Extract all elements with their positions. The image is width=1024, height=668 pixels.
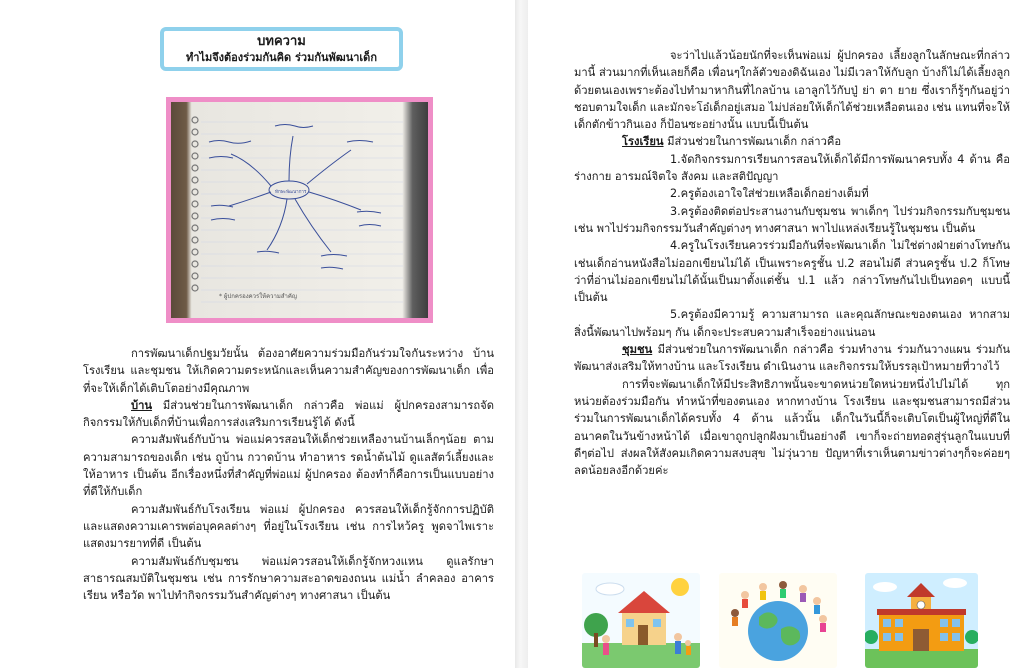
children-around-globe-illustration (719, 573, 837, 668)
left-article-body (83, 345, 494, 604)
left-paragraph-school-relation: ความสัมพันธ์กับโรงเรียน พ่อแม่ ผู้ปกครอง ควรสอนให้เด็กรู้จักการปฏิบัติและแสดงความเคารพต่อบุคคลต่างๆ ที่อยู่ในโรงเรียน เช่น การไหว้ครู พูดจาไพเราะ แสดงมารยาทที่ดี เป็นต้น (83, 502, 494, 551)
school-item-1: 1.จัดกิจกรรมการเรียนการสอนให้เด็กได้มีการพัฒนาครบทั้ง 4 ด้าน คือ ร่างกาย อารมณ์จิตใจ สังคม และสติปัญญา (574, 152, 1010, 184)
school-building-illustration (865, 573, 978, 668)
photo-center-text: ทักษะพัฒนาการ (275, 190, 307, 195)
community-text: มีส่วนช่วยในการพัฒนาเด็ก กล่าวคือ ร่วมทำงาน ร่วมกันวางแผน ร่วมกันพัฒนาส่งเสริมให้ทางบ้าน และโรงเรียน ดำเนินงาน และกิจกรรมให้บรรลุเป้าหมายที่วางไว้ (574, 343, 1010, 374)
mind-map-notebook-photo (171, 102, 428, 318)
article-title-box (160, 27, 403, 71)
home-label: บ้าน (131, 398, 153, 412)
left-paragraph-intro: การพัฒนาเด็กปฐมวัยนั้น ต้องอาศัยความร่วมมือกันร่วมใจกันระหว่าง บ้าน โรงเรียน และชุมชน ให้เกิดความตระหนักและเห็นความสำคัญของการพัฒนาเด็ก เพื่อที่จะให้เด็กได้เติบโตอย่างมีคุณภาพ (83, 347, 494, 395)
page-gutter (515, 0, 528, 668)
right-paragraph-conclusion: การที่จะพัฒนาเด็กให้มีประสิทธิภาพนั้นจะขาดหน่วยใดหน่วยหนึ่งไปไม่ได้ ทุกหน่วยต้องร่วมมือกัน ทำหน้าที่ของตนเอง หากทางบ้าน โรงเรียน และชุมชนสามารถมีส่วนร่วมในการพัฒนาเด็กได้ครบทั้ง 4 ด้าน แล้วนั้น เด็กในวันนี้ก็จะเติบโตเป็นผู้ใหญ่ที่ดีในอนาคตในวันข้างหน้าได้ เมื่อเขาถูกปลูกฝังมาเป็นอย่างดี เขาก็จะถ่ายทอดสู่รุ่นลูกในแบบที่ดีๆต่อไป ส่งผลให้สังคมเกิดความสงบสุข ไม่วุ่นวาย ปัญหาที่เราเห็นตามข่าวต่างๆก็จะค่อยๆลดน้อยลงอีกด้วยค่ะ (574, 377, 1010, 478)
school-item-3: 3.ครูต้องติดต่อประสานงานกับชุมชน พาเด็กๆ ไปร่วมกิจกรรมกับชุมชน เช่น พาไปร่วมกิจกรรมวันสำคัญต่างๆ ทางศาสนา พาไปแหล่งเรียนรู้ในชุมชน เป็นต้น (574, 204, 1010, 235)
mind-map-photo-frame (166, 97, 433, 323)
mind-map-drawing (171, 102, 428, 318)
right-paragraph-community (574, 341, 1010, 376)
school-item-4: 4.ครูในโรงเรียนควรร่วมมือกันที่จะพัฒนาเด็ก ไม่ใช่ต่างฝ่ายต่างโทษกัน เช่นเด็กอ่านหนังสือไม่ออกเขียนไม่ได้ เป็นเพราะครูชั้น ป.2 สอนไม่ดี ส่วนครูชั้น ป.2 ก็โทษว่าที่อ่านไม่ออกเขียนไม่ได้นั้นเป็นมาตั้งแต่ชั้น ป.1 แล้ว กล่าวโทษกันไปเป็นทอดๆ แบบนี้เป็นต้น (574, 239, 1010, 305)
school-intro: มีส่วนช่วยในการพัฒนาเด็ก กล่าวคือ (663, 135, 842, 149)
school-label: โรงเรียน (622, 135, 664, 149)
left-paragraph-community-relation: ความสัมพันธ์กับชุมชน พ่อแม่ควรสอนให้เด็กรู้จักหวงแหน ดูแลรักษาสาธารณสมบัติในชุมชน เช่น การรักษาความสะอาดของถนน แม่น้ำ ลำคลอง อาคารเรียน หรือวัด พาไปทำกิจกรรมวันสำคัญต่างๆ ทางศาสนา เป็นต้น (83, 554, 494, 603)
article-subtitle: ทำไมจึงต้องร่วมกันคิด ร่วมกันพัฒนาเด็ก (186, 51, 377, 64)
school-item-5: 5.ครูต้องมีความรู้ ความสามารถ และคุณลักษณะของตนเอง หากสามสิ่งนี้พัฒนาไปพร้อมๆ กัน เด็กจะประสบความสำเร็จอย่างแน่นอน (574, 308, 1010, 339)
right-page (528, 0, 1024, 668)
right-paragraph-school (574, 133, 1010, 150)
home-text: มีส่วนช่วยในการพัฒนาเด็ก กล่าวคือ พ่อแม่ ผู้ปกครองสามารถจัดกิจกรรมให้กับเด็กที่บ้านเพื่อการส่งเสริมการเรียนรู้ได้ ดังนี้ (83, 398, 494, 430)
left-paragraph-home-relation: ความสัมพันธ์กับบ้าน พ่อแม่ควรสอนให้เด็กช่วยเหลืองานบ้านเล็กๆน้อย ตามความสามารถของเด็ก เช่น ถูบ้าน กวาดบ้าน ทำอาหาร รดน้ำต้นไม้ ดูแลสัตว์เลี้ยงและให้อาหาร เป็นต้น อีกเรื่องหนึ่งที่สำคัญที่พ่อแม่ ผู้ปกครอง ต้องทำก็คือการเป็นแบบอย่างที่ดีให้กับเด็ก (83, 433, 494, 499)
left-paragraph-home (83, 397, 494, 432)
photo-note: * ผู้ปกครองควรให้ความสำคัญ (219, 293, 297, 300)
school-item-2: 2.ครูต้องเอาใจใส่ช่วยเหลือเด็กอย่างเต็มที่ (670, 187, 869, 201)
family-house-illustration (582, 573, 700, 668)
community-label: ชุมชน (622, 343, 653, 357)
right-paragraph-parents: จะว่าไปแล้วน้อยนักที่จะเห็นพ่อแม่ ผู้ปกครอง เลี้ยงลูกในลักษณะที่กล่าวมานี้ ส่วนมากที่เห็นเลยก็คือ เพื่อนๆใกล้ตัวของดิฉันเอง ไม่มีเวลาให้กับลูก บ้างก็ไม่ได้เลี้ยงลูกด้วยตนเองเพราะต้องไปทำมาหากินที่ไกลบ้าน เอาลูกไว้กับปู่ ย่า ตา ยาย ซึ่งเราก็รู้ๆกันอยู่ว่า ชอบตามใจเด็ก และมักจะโอ๋เด็กอยู่เสมอ ไม่ปล่อยให้เด็กได้ช่วยเหลือตนเอง เช่น แทนที่จะให้เด็กตักข้าวกินเอง ก็ป้อนซะอย่างนั้น แบบนี้เป็นต้น (574, 49, 1010, 132)
right-article-body (574, 47, 1010, 479)
article-heading: บทความ (257, 34, 306, 49)
